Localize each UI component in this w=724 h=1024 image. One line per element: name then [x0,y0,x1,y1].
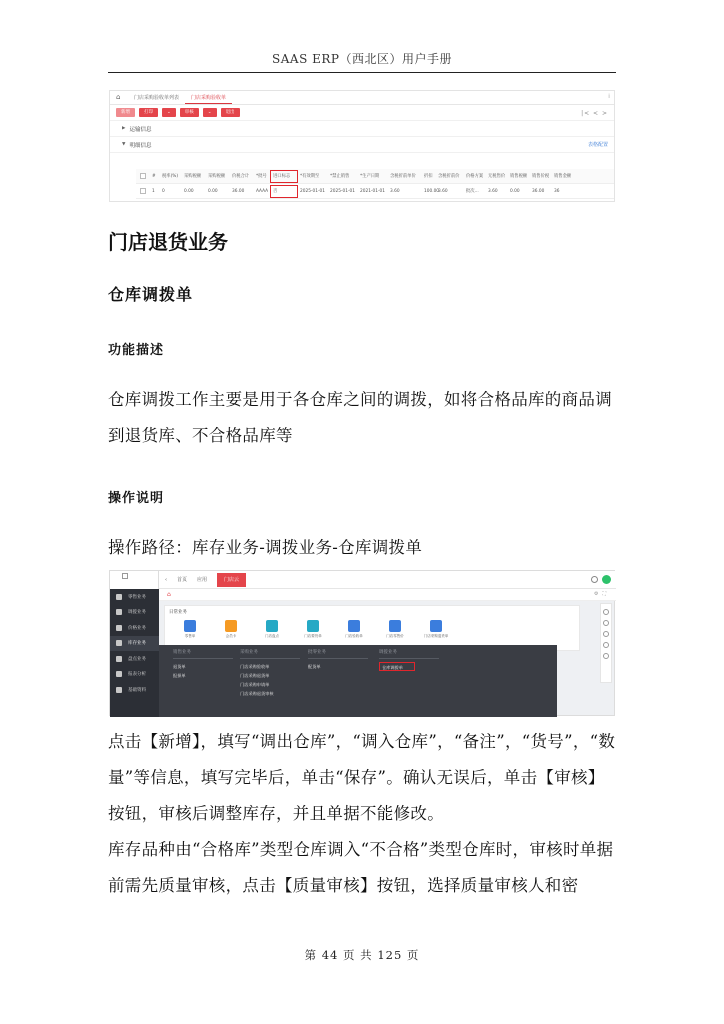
caret-right-icon: ▶ [122,126,126,131]
approve-dropdown-button[interactable]: ⌄ [203,108,217,117]
table-cell[interactable]: 0.00 [510,188,520,194]
section-heading: 门店退货业务 [108,230,228,254]
column-header: *批号 [256,174,267,179]
menu-item[interactable]: 门店采购退货单 [240,673,270,678]
column-header: 采购税额 [184,174,202,179]
table-cell[interactable]: 批次... [466,189,479,194]
approve-button[interactable]: 审核 [180,108,199,117]
sidebar [110,571,159,717]
menu-item[interactable]: 退货单 [173,664,186,669]
table-cell-import-flag[interactable]: 否 [270,185,298,198]
inventory-mega-menu [159,645,557,717]
menu-column-title: 批零业务 [308,649,368,659]
section-detail-label: 明细信息 [129,142,152,149]
print-button[interactable]: 打印 [139,108,158,117]
menu-column-wholesale [308,649,368,671]
menu-item[interactable]: 报损单 [173,673,186,678]
column-header: *禁止销售 [330,174,350,179]
screenshot-purchase-receipt [109,90,615,202]
detail-table [136,169,614,199]
return-icon [430,620,442,632]
tab-home[interactable]: 首页 [177,577,188,583]
column-header: 价税合计 [232,174,250,179]
caret-down-icon: ▼ [122,142,126,147]
app-label: 门店盘点 [265,634,279,638]
box-icon [266,620,278,632]
document-icon [348,620,360,632]
tab-receipt[interactable]: 门店采购验收单 [185,93,232,104]
report-icon [116,671,122,677]
database-icon [116,687,122,693]
column-header: 税率(%) [162,174,179,179]
sidebar-item-label: 报表分析 [128,672,146,678]
receipt-icon [184,620,196,632]
broken-image-icon [122,573,128,579]
sidebar-item-label: 价格业务 [128,625,146,631]
menu-column-title: 销售业务 [173,649,233,659]
menu-column-transfer [379,649,439,671]
page-header: SAAS ERP（西北区）用户手册 [272,52,452,66]
table-cell[interactable]: 2021-01-01 [360,188,385,194]
section-detail[interactable] [110,137,614,153]
column-header: 销售价税 [532,174,550,179]
sidebar-item-inventory[interactable] [110,636,159,652]
app-shortcuts [177,620,449,639]
sidebar-item-label: 零售业务 [128,594,146,600]
screenshot-navigation-menu [109,570,615,716]
app-label: 门店采购退货单 [423,634,449,638]
column-header: 价格方案 [466,174,484,179]
sub-bar [159,589,616,601]
menu-item[interactable]: 配货单 [308,664,321,669]
table-cell[interactable]: 2025-01-01 [300,188,325,194]
table-cell[interactable]: 3.60 [390,188,400,194]
tool-icon[interactable] [603,653,609,659]
sidebar-item-label: 盘点业务 [128,656,146,662]
app-shortcut[interactable] [218,620,244,639]
menu-column-purchase [240,649,300,698]
column-header: 折扣 [424,174,433,179]
stocktake-icon [116,656,122,662]
logo [110,571,159,589]
table-config-link[interactable]: 表格配置 [587,142,608,148]
home-icon[interactable]: ⌂ [167,591,171,598]
tool-icon[interactable] [603,642,609,648]
sidebar-item-retail[interactable] [110,589,159,605]
select-all-checkbox[interactable] [140,173,146,179]
app-shortcut[interactable] [259,620,285,639]
operation-steps-text: 点击【新增】，填写“调出仓库”，“调入仓库”，“备注”，“货号”，“数量”等信息，填写完毕后，单击“保存”。确认无误后，单击【审核】按钮，审核后调整库存，并且单据不能修改。 [108,732,616,823]
table-cell[interactable]: AAAA [256,188,269,194]
sidebar-item-price[interactable] [110,620,159,636]
menu-item-warehouse-transfer[interactable]: 仓库调拨单 [379,662,415,671]
top-bar [159,571,616,589]
sidebar-item-label: 库存业务 [128,641,146,647]
table-header-row [136,169,614,184]
app-label: 门店验收单 [345,634,363,638]
column-header: 采购税额 [208,174,226,179]
exit-button[interactable]: 退出 [221,108,240,117]
app-label: 门店零售价 [386,634,404,638]
app-shortcut[interactable] [341,620,367,639]
table-cell[interactable]: 0.00 [208,188,218,194]
more-icon[interactable]: ⁞ [608,93,610,100]
column-header: 含税折前价 [438,174,460,179]
tab-bar [110,91,614,105]
chevron-left-icon[interactable]: ‹ [165,576,167,583]
table-cell[interactable]: 100.00 [424,188,440,194]
app-shortcut[interactable] [177,620,203,639]
section-shipping-label: 运输信息 [129,126,152,133]
add-button[interactable]: 新增 [116,108,135,117]
app-label: 会员卡 [225,634,237,638]
column-header: # [152,173,156,179]
table-cell[interactable]: 36 [554,188,560,194]
app-shortcut[interactable] [423,620,449,639]
column-header: *生产日期 [360,174,380,179]
table-cell[interactable]: 3.60 [438,188,448,194]
settings-icon[interactable]: ⚙⛶ [594,591,610,597]
page-footer: 第 44 页 共 125 页 [304,948,420,962]
search-icon[interactable] [591,576,598,583]
sidebar-item-label: 基础资料 [128,687,146,693]
column-header-import-flag: 进口标志 [270,170,298,183]
header-rule [108,72,616,73]
sidebar-item-stocktake[interactable] [110,651,159,667]
tab-store-cloud[interactable]: 门店云 [217,573,246,587]
table-cell[interactable]: 0 [162,188,165,194]
right-toolbar [600,603,612,683]
inventory-icon [116,640,122,646]
app-shortcut[interactable] [300,620,326,639]
print-dropdown-button[interactable]: ⌄ [162,108,176,117]
operation-path-text: 操作路径：库存业务-调拨业务-仓库调拨单 [108,538,423,557]
column-header: 销售税额 [510,174,528,179]
section-shipping[interactable] [110,121,614,137]
star-icon [225,620,237,632]
panel-title: 日常业务 [169,610,187,615]
record-nav[interactable]: |< < > [581,110,608,117]
table-cell[interactable]: 0.00 [184,188,194,194]
table-cell: 1 [152,188,155,194]
column-header: 含税折前单价 [390,174,416,179]
tab-apps[interactable]: 应用 [197,577,208,583]
sidebar-item-transfer[interactable] [110,605,159,621]
subsection-heading: 仓库调拨单 [108,285,194,304]
table-cell[interactable]: 36.00 [232,188,245,194]
menu-item[interactable]: 门店采购验收单 [240,664,270,669]
avatar[interactable] [602,575,611,584]
tool-icon[interactable] [603,620,609,626]
column-header: 无税售价 [488,174,506,179]
app-label: 门店要货单 [304,634,322,638]
function-description-heading: 功能描述 [108,343,165,358]
home-icon[interactable]: ⌂ [116,93,121,101]
row-checkbox[interactable] [140,188,146,194]
quality-review-text: 库存品种由“合格库”类型仓库调入“不合格”类型仓库时，审核时单据前需先质量审核，点击【质量审核】按钮，选择质量审核人和密 [108,840,614,895]
sidebar-item-label: 调拨业务 [128,610,146,616]
retail-icon [116,594,122,600]
column-header: 销售金额 [554,174,572,179]
price-icon [116,625,122,631]
operation-heading: 操作说明 [108,491,165,506]
chat-icon [307,620,319,632]
function-description-text: 仓库调拨工作主要是用于各仓库之间的调拨，如将合格品库的商品调到退货库、不合格品库等 [108,390,612,445]
menu-item[interactable]: 门店采购退货审核 [240,691,274,696]
table-cell[interactable]: 3.60 [488,188,498,194]
tool-icon[interactable] [603,631,609,637]
toolbar [110,105,614,121]
sidebar-item-reports[interactable] [110,667,159,683]
price-tag-icon [389,620,401,632]
transfer-icon [116,609,122,615]
tab-receipt-list[interactable]: 门店采购验收单列表 [134,95,180,101]
column-header: *有效期至 [300,174,320,179]
menu-column-title: 调拨业务 [379,649,439,659]
table-cell[interactable]: 2025-01-01 [330,188,355,194]
table-cell[interactable]: 36.00 [532,188,545,194]
menu-item[interactable]: 门店采购申请单 [240,682,270,687]
table-row[interactable] [136,184,614,199]
sidebar-item-master-data[interactable] [110,682,159,698]
app-shortcut[interactable] [382,620,408,639]
app-label: 零售单 [184,634,196,638]
tool-icon[interactable] [603,609,609,615]
menu-column-sales [173,649,233,680]
menu-column-title: 采购业务 [240,649,300,659]
